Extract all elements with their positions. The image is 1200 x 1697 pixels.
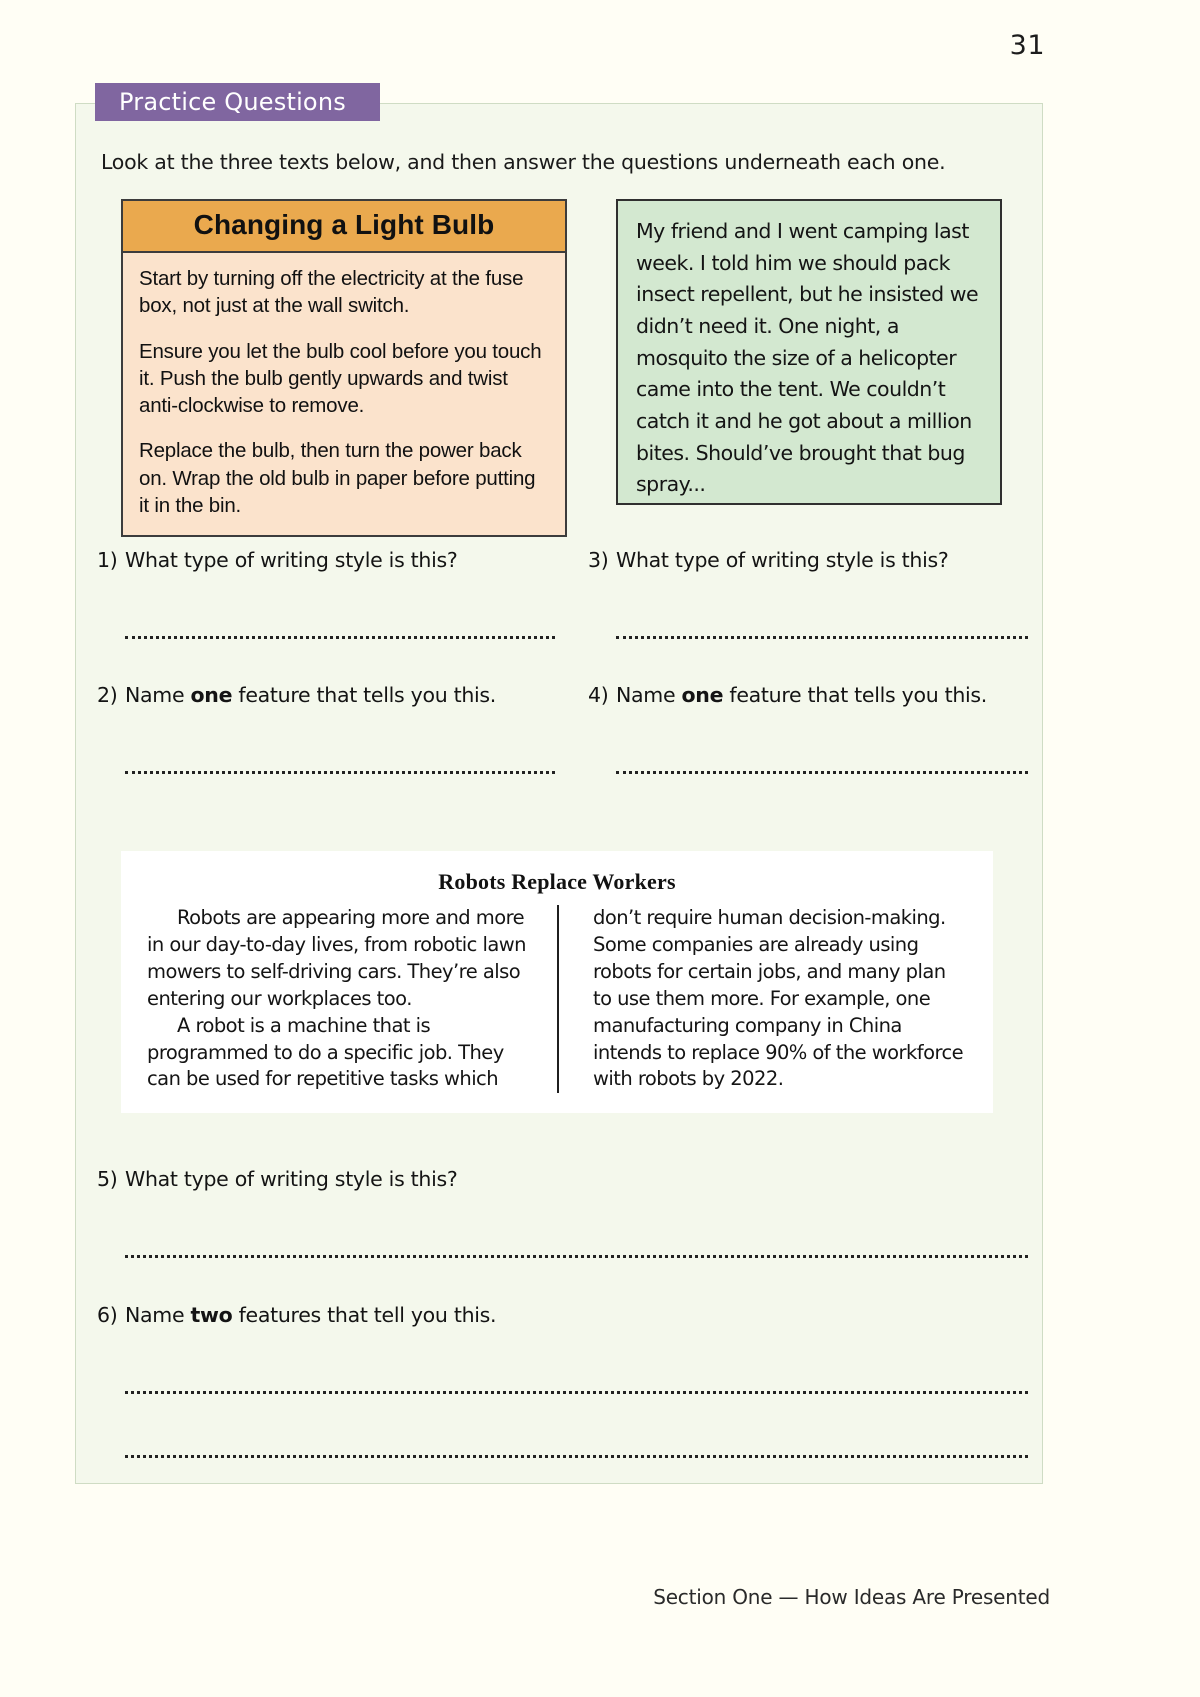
question-2-bold: one <box>190 683 233 707</box>
light-bulb-paragraph: Replace the bulb, then turn the power back on. Wrap the old bulb in paper before putting it in the bin. <box>139 439 536 517</box>
page-number: 31 <box>1009 30 1045 61</box>
question-6-text-after: features that tell you this. <box>232 1303 497 1327</box>
question-6-text-before: Name <box>125 1303 191 1327</box>
text-box-camping <box>616 199 1002 505</box>
light-bulb-paragraph: Start by turning off the electricity at the fuse box, not just at the wall switch. <box>139 267 524 318</box>
question-1-text: What type of writing style is this? <box>125 548 458 572</box>
light-bulb-title: Changing a Light Bulb <box>123 201 565 253</box>
question-3-text: What type of writing style is this? <box>616 548 949 572</box>
light-bulb-body <box>123 253 565 535</box>
question-2 <box>97 683 496 707</box>
answer-line-3[interactable] <box>616 636 1028 639</box>
footer-section-label: Section One — How Ideas Are Presented <box>653 1585 1050 1609</box>
question-4-number: 4) <box>588 683 609 707</box>
robots-headline: Robots Replace Workers <box>438 869 676 894</box>
question-5-number: 5) <box>97 1167 118 1191</box>
robots-right-paragraph-1: don’t require human decision-making. Some companies are already using robots for certain jobs, and many plan to use them more. For example, one manufacturing company in China intends to replace 90% of the workforce with robots by 2022. <box>593 906 964 1091</box>
robots-left-paragraph-1: Robots are appearing more and more in our day-to-day lives, from robotic lawn mowers to self-driving cars. They’re also entering our workplaces too. <box>147 906 526 1010</box>
answer-line-5[interactable] <box>125 1255 1028 1258</box>
light-bulb-paragraph: Ensure you let the bulb cool before you touch it. Push the bulb gently upwards and twist anti-clockwise to remove. <box>139 339 542 417</box>
question-4-text-before: Name <box>616 683 682 707</box>
question-6-bold: two <box>190 1303 233 1327</box>
question-2-number: 2) <box>97 683 118 707</box>
text-box-robots-article <box>121 851 993 1113</box>
question-2-text-before: Name <box>125 683 191 707</box>
question-1 <box>97 548 457 572</box>
question-6-number: 6) <box>97 1303 118 1327</box>
question-6 <box>97 1303 496 1327</box>
robots-column-right <box>557 905 967 1093</box>
question-4 <box>588 683 987 707</box>
practice-questions-tab: Practice Questions <box>95 83 380 121</box>
question-3-number: 3) <box>588 548 609 572</box>
question-4-bold: one <box>681 683 724 707</box>
question-4-text-after: feature that tells you this. <box>723 683 988 707</box>
robots-left-paragraph-2: A robot is a machine that is programmed to do a specific job. They can be used for repetitive tasks which <box>147 1013 504 1091</box>
robots-columns <box>147 905 967 1093</box>
question-5-text: What type of writing style is this? <box>125 1167 458 1191</box>
answer-line-1[interactable] <box>125 636 555 639</box>
question-5 <box>97 1167 457 1191</box>
question-1-number: 1) <box>97 548 118 572</box>
camping-body: My friend and I went camping last week. I told him we should pack insect repellent, but he insisted we didn’t need it. One night, a mosquito the size of a helicopter came into the tent. We couldn’t catch it and he got about a million bites. Should’ve brought that bug spray... <box>636 219 979 497</box>
question-2-text-after: feature that tells you this. <box>232 683 497 707</box>
instruction-text: Look at the three texts below, and then answer the questions underneath each one. <box>101 150 946 174</box>
answer-line-6a[interactable] <box>125 1391 1028 1394</box>
question-3 <box>588 548 948 572</box>
text-box-light-bulb <box>121 199 567 537</box>
answer-line-6b[interactable] <box>125 1455 1028 1458</box>
answer-line-4[interactable] <box>616 771 1028 774</box>
robots-column-left <box>147 905 557 1093</box>
answer-line-2[interactable] <box>125 771 555 774</box>
